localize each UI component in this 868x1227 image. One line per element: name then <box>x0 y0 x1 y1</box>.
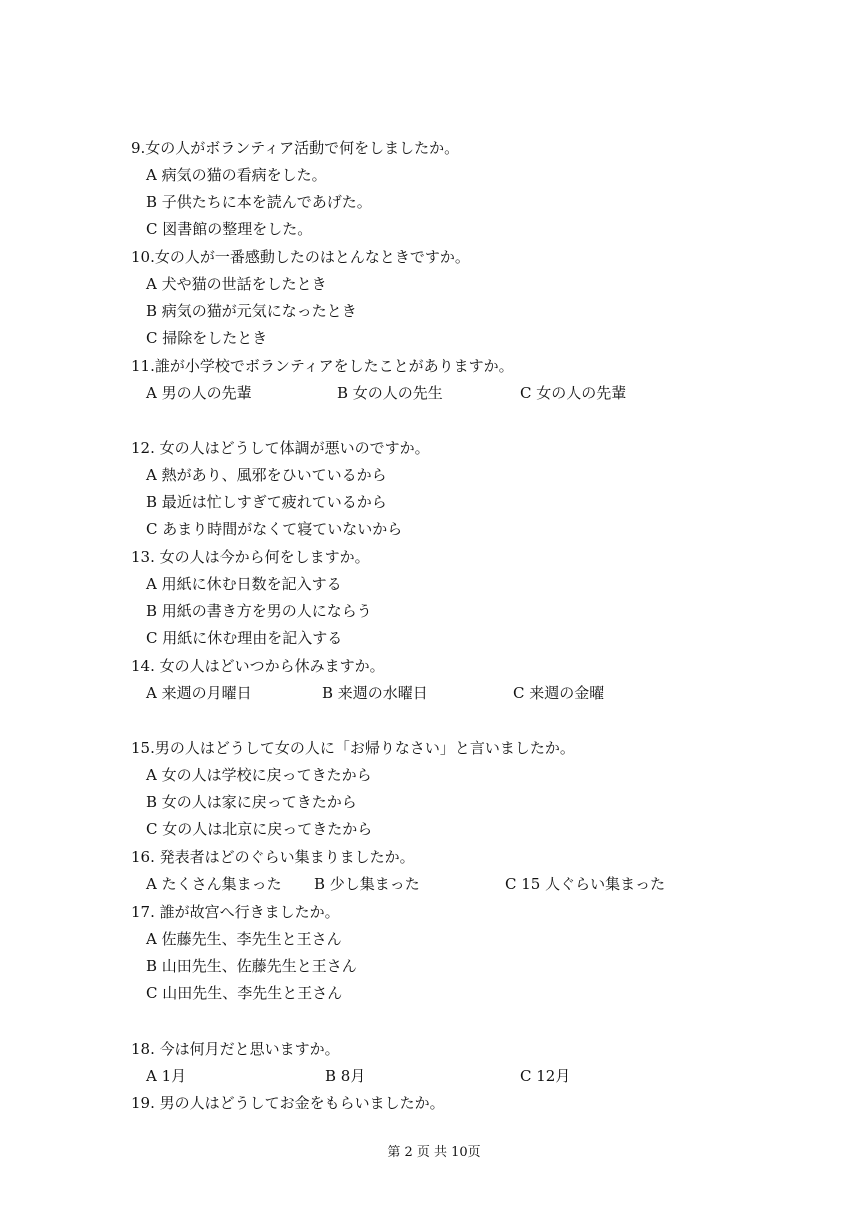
q16-option-b: B 少し集まった <box>314 875 420 893</box>
question-11: 11.誰が小学校でボランティアをしたことがありますか。 <box>131 357 514 375</box>
question-14: 14. 女の人はどいつから休みますか。 <box>131 657 385 675</box>
question-9: 9.女の人がボランティア活動で何をしましたか。 <box>131 139 460 157</box>
page-number-footer: 第 2 页 共 10页 <box>387 1145 481 1160</box>
q14-option-b: B 来週の水曜日 <box>322 684 428 702</box>
q9-option-c: C 図書館の整理をした。 <box>146 220 313 238</box>
q14-option-a: A 来週の月曜日 <box>146 684 252 702</box>
q12-option-a: A 熱があり、風邪をひいているから <box>146 466 387 484</box>
q12-option-c: C あまり時間がなくて寝ていないから <box>146 520 403 538</box>
q16-option-a: A たくさん集まった <box>146 875 282 893</box>
question-15: 15.男の人はどうして女の人に「お帰りなさい」と言いましたか。 <box>131 739 575 757</box>
question-17: 17. 誰が故宫へ行きましたか。 <box>131 903 340 921</box>
q18-option-a: A 1月 <box>146 1067 187 1085</box>
q17-option-b: B 山田先生、佐藤先生と王さん <box>146 957 357 975</box>
q11-option-a: A 男の人の先輩 <box>146 384 252 402</box>
question-19: 19. 男の人はどうしてお金をもらいましたか。 <box>131 1094 445 1112</box>
q18-option-b: B 8月 <box>325 1067 366 1085</box>
q13-option-b: B 用紙の書き方を男の人にならう <box>146 602 372 620</box>
q17-option-a: A 佐藤先生、李先生と王さん <box>146 930 342 948</box>
question-12: 12. 女の人はどうして体調が悪いのですか。 <box>131 439 430 457</box>
question-16: 16. 発表者はどのぐらい集まりましたか。 <box>131 848 415 866</box>
q9-option-b: B 子供たちに本を読んであげた。 <box>146 193 372 211</box>
q16-option-c: C 15 人ぐらい集まった <box>505 875 666 893</box>
q10-option-c: C 掃除をしたとき <box>146 329 268 347</box>
q10-option-a: A 犬や猫の世話をしたとき <box>146 275 327 293</box>
q15-option-c: C 女の人は北京に戻ってきたから <box>146 820 373 838</box>
q14-option-c: C 来週の金曜 <box>513 684 605 702</box>
q18-option-c: C 12月 <box>520 1067 571 1085</box>
q13-option-c: C 用紙に休む理由を記入する <box>146 629 343 647</box>
question-18: 18. 今は何月だと思いますか。 <box>131 1040 340 1058</box>
q11-option-c: C 女の人の先輩 <box>520 384 627 402</box>
question-13: 13. 女の人は今から何をしますか。 <box>131 548 370 566</box>
q15-option-a: A 女の人は学校に戻ってきたから <box>146 766 372 784</box>
q13-option-a: A 用紙に休む日数を記入する <box>146 575 342 593</box>
q12-option-b: B 最近は忙しすぎて疲れているから <box>146 493 387 511</box>
q17-option-c: C 山田先生、李先生と王さん <box>146 984 343 1002</box>
q11-option-b: B 女の人の先生 <box>337 384 443 402</box>
q10-option-b: B 病気の猫が元気になったとき <box>146 302 357 320</box>
question-10: 10.女の人が一番感動したのはとんなときですか。 <box>131 248 470 266</box>
q9-option-a: A 病気の猫の看病をした。 <box>146 166 327 184</box>
q15-option-b: B 女の人は家に戻ってきたから <box>146 793 357 811</box>
